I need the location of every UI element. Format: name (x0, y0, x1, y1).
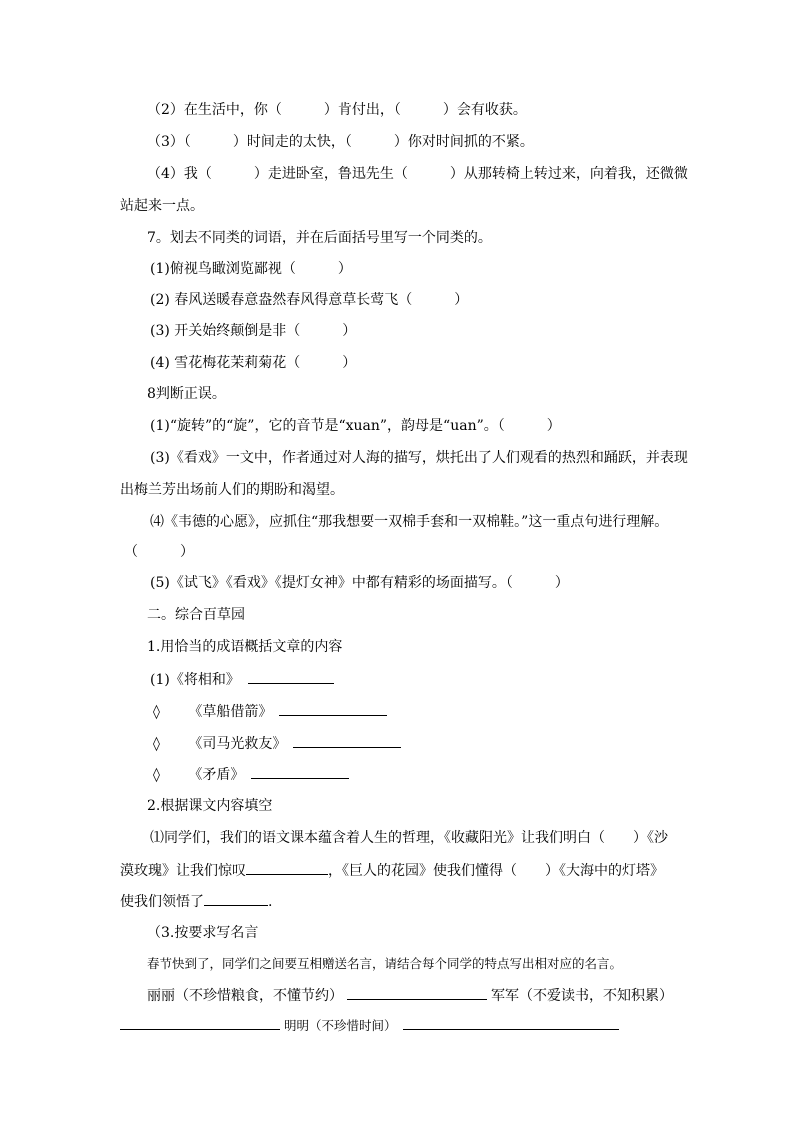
q8-item-5: (5)《试飞》《看戏》《提灯女神》中都有精彩的场面描写。（ ） (150, 575, 569, 591)
q7-item-4: (4) 雪花梅花茉莉菊花（ ） (150, 355, 357, 371)
s2-q2-line2-part1: 漠玫瑰》让我们惊叹 (120, 863, 246, 879)
s2-q2-line2-part2: ，《巨人的花园》使我们懂得（ ）《大海中的灯塔》 (328, 863, 664, 879)
section-2-q2-heading: 2.根据课文内容填空 (147, 798, 273, 814)
s2-q2-blank-1[interactable] (246, 860, 328, 875)
s2-q3-intro: 春节快到了，同学们之间要互相赠送名言，请结合每个同学的特点写出相对应的名言。 (147, 956, 623, 971)
s2-q2-line2 (120, 860, 664, 881)
q8-item-1: (1)“旋转”的“旋”，它的音节是“xuan”，韵母是“uan”。（ ） (150, 418, 561, 434)
s2-q1-item-1-label: (1)《将相和》 (150, 672, 240, 688)
s2-q1-item-4-blank[interactable] (251, 764, 349, 779)
s2-q1-item-3-blank[interactable] (293, 733, 401, 748)
s2-q1-item-2 (153, 701, 387, 722)
s2-q1-item-3 (153, 733, 401, 754)
q7-item-3: (3) 开关始终颠倒是非（ ） (150, 323, 357, 339)
s2-q2-line1: ⑴同学们，我们的语文课本蕴含着人生的哲理，《收藏阳光》让我们明白（ ）《沙 (150, 830, 668, 846)
s2-q3-mingming-label: 明明（不珍惜时间） (284, 1018, 397, 1033)
section-2-title: 二。综合百草园 (147, 607, 245, 623)
s2-q1-item-1 (150, 669, 334, 690)
s2-q2-line3 (120, 891, 272, 912)
q6-item-4-line1: （4）我（ ）走进卧室，鲁迅先生（ ）从那转椅上转过来，向着我，还微微 (147, 166, 688, 182)
section-2-q1-heading: 1.用恰当的成语概括文章的内容 (147, 639, 343, 655)
q7-item-2: (2) 春风送暖春意盎然春风得意草长莺飞（ ） (150, 292, 469, 308)
s2-q2-line3-period: . (268, 894, 273, 910)
bullet-icon: ◊ (153, 736, 160, 752)
s2-q1-item-2-label: 《草船借箭》 (188, 704, 273, 720)
s2-q1-item-4-label: 《矛盾》 (188, 767, 245, 783)
q8-item-4-line1: ⑷《韦德的心愿》，应抓住“那我想要一双棉手套和一双棉鞋。”这一重点句进行理解。 (150, 514, 669, 530)
s2-q3-line1 (147, 985, 673, 1006)
q8-item-4-line2: （ ） (124, 544, 194, 560)
s2-q3-mingming-blank[interactable] (403, 1015, 619, 1030)
q8-item-3-line2: 出梅兰芳出场前人们的期盼和渴望。 (120, 482, 344, 498)
s2-q1-item-1-blank[interactable] (248, 669, 334, 684)
q8-item-3-line1: (3)《看戏》一文中，作者通过对人海的描写，烘托出了人们观看的热烈和踊跃，并表现 (150, 450, 688, 466)
s2-q1-item-2-blank[interactable] (279, 701, 387, 716)
q6-item-4-line2: 站起来一点。 (120, 198, 204, 214)
q6-item-2: （2）在生活中，你（ ）肯付出，（ ）会有收获。 (147, 102, 527, 118)
s2-q3-line2 (120, 1015, 619, 1036)
s2-q3-lili-label: 丽丽（不珍惜粮食，不懂节约） (147, 988, 343, 1004)
bullet-icon: ◊ (153, 704, 160, 720)
s2-q2-blank-2[interactable] (204, 891, 268, 906)
s2-q1-item-3-label: 《司马光救友》 (188, 736, 287, 752)
s2-q1-item-4 (153, 764, 349, 785)
s2-q2-line3-part1: 使我们领悟了 (120, 894, 204, 910)
q7-heading: 7。划去不同类的词语，并在后面括号里写一个同类的。 (147, 230, 492, 246)
section-2-q3-heading: （3.按要求写名言 (147, 925, 259, 941)
q8-heading: 8判断正误。 (147, 386, 226, 402)
q7-item-1: (1)俯视鸟瞰浏览鄙视（ ） (150, 261, 352, 277)
q6-item-3: （3）（ ）时间走的太快，（ ）你对时间抓的不紧。 (147, 134, 534, 150)
s2-q3-lili-blank[interactable] (347, 985, 487, 1000)
bullet-icon: ◊ (153, 767, 160, 783)
s2-q3-junjun-blank[interactable] (120, 1015, 280, 1030)
s2-q3-junjun-label: 军军（不爱读书，不知积累） (491, 988, 673, 1004)
